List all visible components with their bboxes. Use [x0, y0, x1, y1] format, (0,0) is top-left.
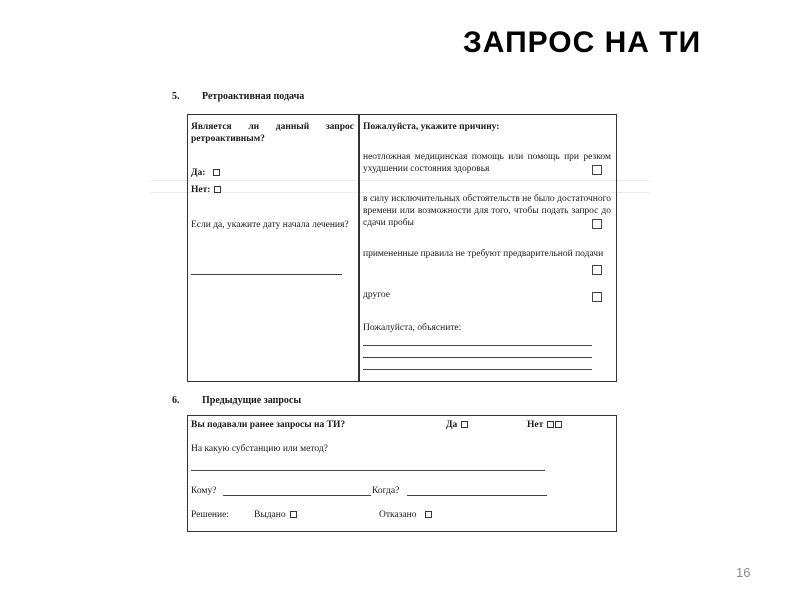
slide-title: ЗАПРОС НА ТИ — [463, 26, 702, 59]
granted-label: Выдано — [254, 510, 286, 520]
decision-label: Решение: — [191, 510, 229, 520]
previous-no — [527, 419, 562, 431]
section6-title: Предыдущие запросы — [202, 395, 302, 406]
previous-request-question: Вы подавали ранее запросы на ТИ? — [191, 420, 346, 430]
substance-field[interactable] — [191, 470, 545, 471]
explain-line[interactable] — [363, 345, 592, 346]
section6-number: 6. — [172, 395, 180, 406]
substance-prompt: На какую субстанцию или метод? — [191, 444, 328, 454]
previous-yes-label: Да — [446, 420, 458, 430]
retroactive-yes — [191, 167, 220, 179]
no-label: Нет: — [191, 185, 211, 195]
when-label: Когда? — [372, 486, 400, 496]
yes-checkbox[interactable] — [213, 169, 220, 176]
previous-no-checkbox-extra — [555, 421, 562, 428]
column-divider — [358, 114, 360, 382]
granted-checkbox[interactable] — [290, 511, 297, 518]
decision-granted — [254, 509, 297, 521]
reason-heading: Пожалуйста, укажите причину: — [363, 122, 500, 132]
treatment-date-prompt: Если да, укажите дату начала лечения? — [191, 220, 349, 230]
previous-yes-checkbox[interactable] — [461, 421, 468, 428]
reason-exceptional: в силу исключительных обстоятельств не было достаточного времени или возможности для того, чтобы подать запрос до сдачи пробы — [363, 194, 611, 228]
previous-yes — [446, 419, 468, 431]
no-checkbox[interactable] — [214, 186, 221, 193]
decision-denied — [379, 509, 432, 521]
explain-line[interactable] — [363, 369, 592, 370]
retroactive-no — [191, 184, 221, 196]
section5-number: 5. — [172, 91, 180, 102]
previous-no-checkbox[interactable] — [547, 421, 554, 428]
reason-emergency-checkbox[interactable] — [592, 165, 602, 175]
explain-line[interactable] — [363, 357, 592, 358]
to-whom-field[interactable] — [223, 495, 371, 496]
previous-no-label: Нет — [527, 420, 544, 430]
reason-other: другое — [363, 290, 390, 300]
reason-no-prior-checkbox[interactable] — [592, 265, 602, 275]
reason-no-prior: примененные правила не требуют предварительной подачи — [363, 249, 604, 259]
reason-other-checkbox[interactable] — [592, 292, 602, 302]
when-field[interactable] — [407, 495, 547, 496]
yes-label: Да: — [191, 168, 206, 178]
reason-exceptional-checkbox[interactable] — [592, 219, 602, 229]
to-whom-label: Кому? — [191, 486, 217, 496]
denied-checkbox[interactable] — [425, 511, 432, 518]
explain-prompt: Пожалуйста, объясните: — [363, 323, 462, 333]
treatment-date-field[interactable] — [191, 274, 342, 275]
retroactive-question: Является ли данный запрос ретроактивным? — [191, 122, 354, 144]
section6-heading — [172, 395, 301, 406]
section5-title: Ретроактивная подача — [202, 91, 305, 102]
reason-emergency: неотложная медицинская помощь или помощь при резком ухудшении состояния здоровья — [363, 152, 611, 174]
section5-heading — [172, 91, 304, 102]
page-number: 16 — [736, 565, 751, 580]
denied-label: Отказано — [379, 510, 417, 520]
